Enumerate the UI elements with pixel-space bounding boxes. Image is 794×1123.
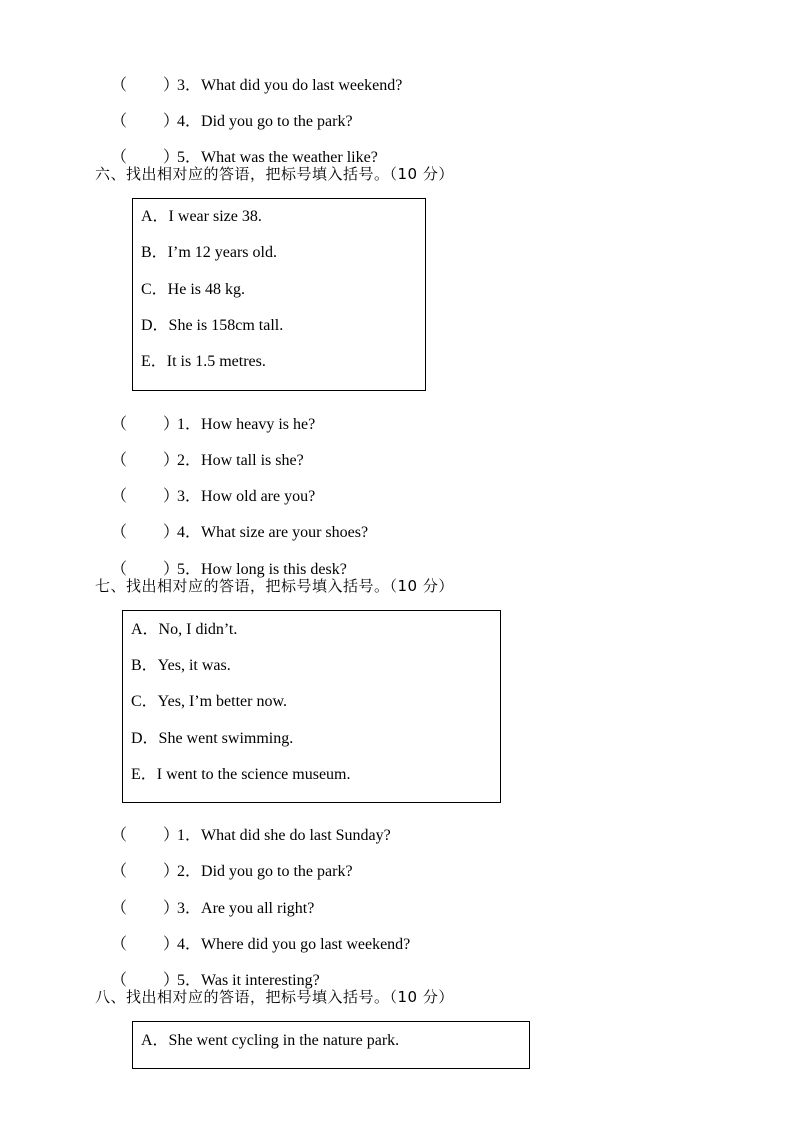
question-text: How old are you? xyxy=(201,488,316,505)
answer-bracket-open[interactable]: （ xyxy=(111,77,128,94)
answer-bracket-open[interactable]: （ xyxy=(111,827,128,844)
answer-bracket-close: ） xyxy=(163,936,180,953)
question-text: Was it interesting? xyxy=(201,972,320,989)
section-heading: 七、找出相对应的答语，把标号填入括号。（10 分） xyxy=(95,577,454,595)
answer-bracket-close: ） xyxy=(163,149,180,166)
section-heading: 六、找出相对应的答语，把标号填入括号。（10 分） xyxy=(95,165,454,183)
question-text: What did she do last Sunday? xyxy=(201,827,391,844)
answer-options-box xyxy=(132,198,426,391)
question-number: 2． xyxy=(177,452,202,469)
question-number: 1． xyxy=(177,416,202,433)
answer-bracket-open[interactable]: （ xyxy=(111,900,128,917)
question-line xyxy=(103,842,353,882)
question-text: Where did you go last weekend? xyxy=(201,936,411,953)
answer-option: A．She went cycling in the nature park. xyxy=(141,1032,400,1049)
answer-option: C．He is 48 kg. xyxy=(141,281,246,298)
answer-bracket-open[interactable]: （ xyxy=(111,863,128,880)
answer-options-box xyxy=(122,610,501,803)
answer-bracket-close: ） xyxy=(163,524,180,541)
question-line xyxy=(103,503,368,543)
question-line xyxy=(103,806,391,846)
answer-bracket-open[interactable]: （ xyxy=(111,488,128,505)
question-text: How long is this desk? xyxy=(201,561,347,578)
answer-bracket-close: ） xyxy=(163,113,180,130)
question-number: 5． xyxy=(177,972,202,989)
question-line xyxy=(103,951,320,991)
question-text: Did you go to the park? xyxy=(201,863,353,880)
answer-option: A．No, I didn’t. xyxy=(131,621,238,638)
question-number: 4． xyxy=(177,936,202,953)
question-text: Are you all right? xyxy=(201,900,315,917)
answer-bracket-open[interactable]: （ xyxy=(111,561,128,578)
answer-bracket-open[interactable]: （ xyxy=(111,972,128,989)
question-number: 4． xyxy=(177,524,202,541)
answer-bracket-open[interactable]: （ xyxy=(111,416,128,433)
question-number: 5． xyxy=(177,561,202,578)
question-line xyxy=(103,92,353,132)
answer-option: E．It is 1.5 metres. xyxy=(141,353,266,370)
question-line xyxy=(103,128,378,168)
question-text: What was the weather like? xyxy=(201,149,378,166)
question-number: 5． xyxy=(177,149,202,166)
answer-option: D．She is 158cm tall. xyxy=(141,317,284,334)
question-number: 3． xyxy=(177,900,202,917)
answer-option: B．I’m 12 years old. xyxy=(141,244,277,261)
question-text: What did you do last weekend? xyxy=(201,77,403,94)
answer-option: E．I went to the science museum. xyxy=(131,766,351,783)
question-line xyxy=(103,431,304,471)
answer-bracket-close: ） xyxy=(163,488,180,505)
question-line xyxy=(103,467,315,507)
answer-option: D．She went swimming. xyxy=(131,730,294,747)
answer-bracket-close: ） xyxy=(163,863,180,880)
question-line xyxy=(103,395,315,435)
question-text: What size are your shoes? xyxy=(201,524,369,541)
answer-option: C．Yes, I’m better now. xyxy=(131,693,287,710)
question-text: Did you go to the park? xyxy=(201,113,353,130)
answer-option: A．I wear size 38. xyxy=(141,208,262,225)
question-number: 3． xyxy=(177,488,202,505)
section-heading: 八、找出相对应的答语，把标号填入括号。（10 分） xyxy=(95,988,454,1006)
question-text: How tall is she? xyxy=(201,452,304,469)
answer-bracket-close: ） xyxy=(163,77,180,94)
question-number: 1． xyxy=(177,827,202,844)
answer-bracket-open[interactable]: （ xyxy=(111,149,128,166)
answer-option: B．Yes, it was. xyxy=(131,657,231,674)
question-line xyxy=(103,879,314,919)
answer-bracket-open[interactable]: （ xyxy=(111,113,128,130)
question-number: 2． xyxy=(177,863,202,880)
answer-bracket-close: ） xyxy=(163,416,180,433)
answer-bracket-open[interactable]: （ xyxy=(111,452,128,469)
answer-bracket-close: ） xyxy=(163,827,180,844)
answer-bracket-open[interactable]: （ xyxy=(111,524,128,541)
question-number: 3． xyxy=(177,77,202,94)
answer-options-box xyxy=(132,1021,530,1069)
question-number: 4． xyxy=(177,113,202,130)
answer-bracket-close: ） xyxy=(163,972,180,989)
question-line xyxy=(103,915,410,955)
answer-bracket-close: ） xyxy=(163,452,180,469)
answer-bracket-open[interactable]: （ xyxy=(111,936,128,953)
answer-bracket-close: ） xyxy=(163,900,180,917)
question-text: How heavy is he? xyxy=(201,416,316,433)
answer-bracket-close: ） xyxy=(163,561,180,578)
question-line xyxy=(103,540,347,580)
question-line xyxy=(103,56,402,96)
